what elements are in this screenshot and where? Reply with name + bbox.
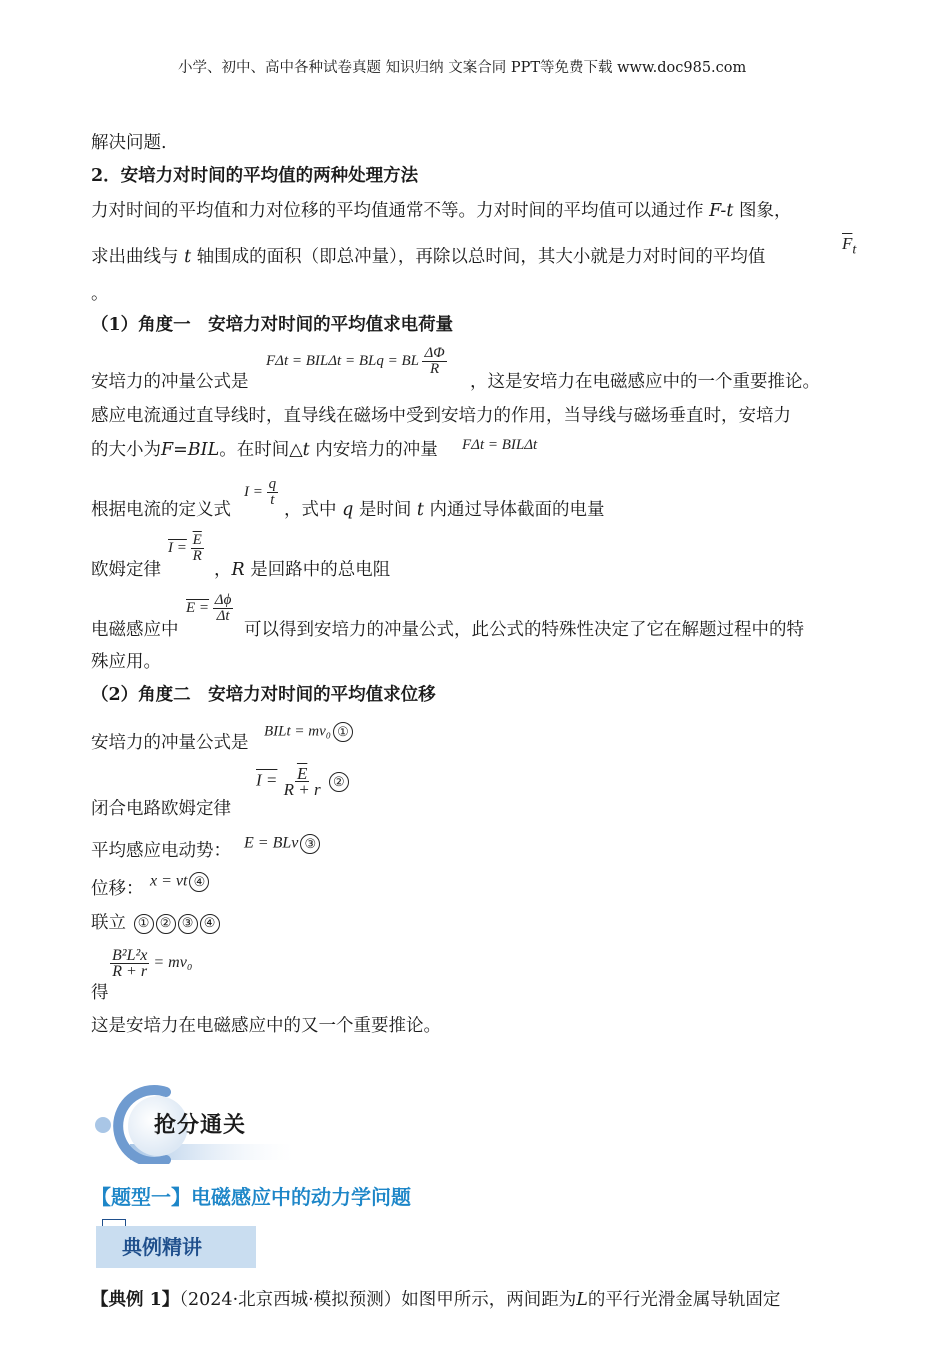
text: 的大小为 [91,440,161,460]
paragraph-line: 殊应用。 [91,652,161,672]
section-banner [94,1080,294,1164]
paragraph-line: 欧姆定律 [91,560,161,580]
formula-average-force [842,234,856,258]
paragraph-line: 这是安培力在电磁感应中的又一个重要推论。 [91,1016,441,1036]
text-italic: L [576,1290,588,1310]
text: ， [214,560,232,580]
section-title: 【题型一】电磁感应中的动力学问题 [91,1185,411,1209]
formula-impulse: FΔt = BILΔt [462,437,538,453]
text: 求出曲线与 [91,247,185,267]
circled-number: ④ [200,914,220,934]
formula-num: q [268,476,277,492]
formula-closed-circuit [256,766,349,797]
formula-fraction [110,948,149,979]
formula-fraction [267,477,279,508]
formula-part: = mv₀ [153,954,193,972]
paragraph-line: 电磁感应中 [91,620,179,640]
text: 轴围成的面积（即总冲量），再除以总时间，其大小就是力对时间的平均值 [191,247,766,267]
text-italic: t [184,247,192,267]
text-italic: q [342,500,354,520]
formula-part: I = [168,539,187,556]
formula-fraction [422,346,446,377]
formula-den: R [430,361,440,377]
formula-displacement [150,872,209,892]
example-tag: 典例精讲 [96,1226,256,1268]
paragraph-line: 。 [91,284,109,304]
text-italic: R [231,560,245,580]
formula-num: ΔΦ [424,345,445,361]
text: 。在时间△ [219,440,303,460]
formula-part: I = [244,483,263,500]
paragraph-line: 可以得到安培力的冲量公式，此公式的特殊性决定了它在解题过程中的特 [244,620,804,640]
text: 的平行光滑金属导轨固定 [587,1290,781,1310]
paragraph-line [91,438,438,462]
text: 图象， [733,201,792,221]
text: （2024·北京西城·模拟预测）如图甲所示，两间距为 [179,1290,577,1310]
text: 联立 [91,913,126,933]
paragraph-line: 根据电流的定义式 [91,500,231,520]
formula-den: t [270,492,275,508]
formula-ohm-law [168,533,204,564]
paragraph-line: 安培力的冲量公式是 [91,733,249,753]
formula-num: B²L²x [112,947,148,964]
paragraph-line: 平均感应电动势： [91,841,231,861]
formula-den: R + r [112,963,148,980]
circled-number: ② [329,772,349,792]
formula-part: E = [186,599,210,616]
text: 内安培力的冲量 [309,440,438,460]
formula-part: FΔt = BILΔt = BLq = BL [266,352,419,369]
formula-current-definition [244,477,278,508]
formula-den: R + r [283,780,321,799]
example-label: 【典例 1】 [91,1290,180,1310]
formula-fraction [282,766,323,797]
text-italic: F=BIL [161,440,220,460]
formula-emf [186,593,233,624]
circled-number: ③ [300,834,320,854]
formula-den: Δt [216,608,230,624]
formula-fraction [191,533,204,564]
circled-number: ④ [189,872,209,892]
subsection-heading: （1）角度一 安培力对时间的平均值求电荷量 [91,315,454,335]
section-heading: 2．安培力对时间的平均值的两种处理方法 [91,166,419,186]
formula-num: $\overline{E}$ [296,764,308,783]
circled-number: ① [134,914,154,934]
formula-part: E = BLv [244,834,299,852]
example-line [91,1288,780,1312]
circled-number: ② [156,914,176,934]
text: 是时间 [353,500,417,520]
text-italic: t [302,440,310,460]
formula-num: Δϕ [214,592,232,608]
paragraph-line [91,911,220,935]
paragraph-line [284,498,605,522]
text-italic: F-t [709,201,734,221]
formula-impulse-charge [266,346,447,377]
formula-den: R [192,548,202,564]
formula-part: BILt = mv₀ [264,723,331,740]
formula-num: $\overline{E}$ [192,532,202,548]
formula-part: t [852,241,857,258]
formula-average-emf [244,834,320,854]
text: 内通过导体截面的电量 [423,500,605,520]
paragraph-line: ，这是安培力在电磁感应中的一个重要推论。 [470,372,820,392]
paragraph-line [91,245,765,269]
text: 是回路中的总电阻 [244,560,391,580]
paragraph-line: 闭合电路欧姆定律 [91,799,231,819]
paragraph-line: 解决问题. [91,133,167,153]
paragraph-line [214,558,390,582]
banner-label: 抢分通关 [154,1113,247,1138]
paragraph-line: 安培力的冲量公式是 [91,372,249,392]
formula-impulse-momentum [264,722,353,742]
page-header: 小学、初中、高中各种试卷真题 知识归纳 文案合同 PPT等免费下载 www.doc985.com [178,60,747,76]
formula-part: $\overline{F}$ [842,234,853,253]
text: 力对时间的平均值和力对位移的平均值通常不等。力对时间的平均值可以通过作 [91,201,710,221]
paragraph-line: 得 [91,983,109,1003]
subsection-heading: （2）角度二 安培力对时间的平均值求位移 [91,685,436,705]
paragraph-line [91,199,791,223]
formula-fraction [213,593,234,624]
circled-number: ③ [178,914,198,934]
paragraph-line: 感应电流通过直导线时，直导线在磁场中受到安培力的作用，当导线与磁场垂直时，安培力 [91,406,791,426]
formula-result [110,948,192,979]
text-italic: t [416,500,424,520]
formula-part: x = vt [150,872,188,890]
paragraph-line: 位移： [91,879,144,899]
formula-part: I = [256,770,278,790]
text: ，式中 [284,500,343,520]
circled-number: ① [333,722,353,742]
